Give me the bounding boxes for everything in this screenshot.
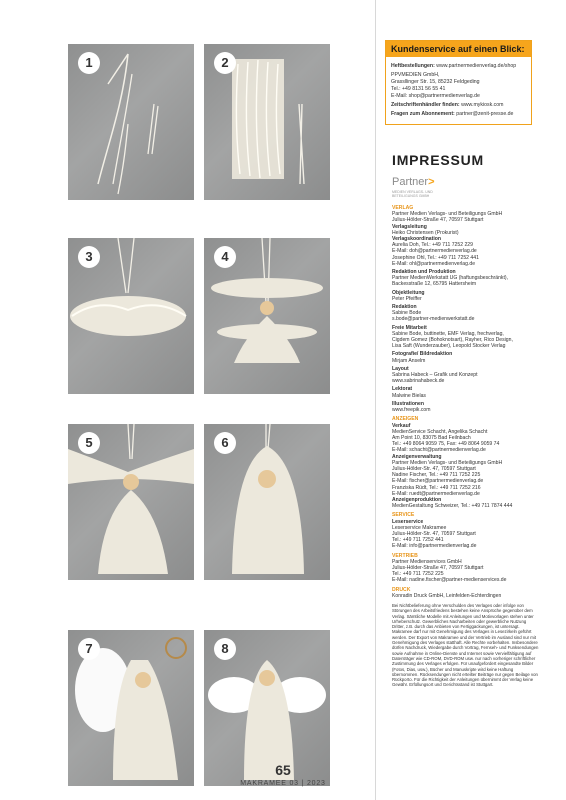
step-number: 7 (78, 638, 100, 660)
text-line: E-Mail: ruedt@partnermedienverlag.de (392, 490, 480, 497)
text-line: E-Mail: schacht@partnermedienverlag.de (392, 447, 486, 454)
text-line: Lisa Saft (Wunderzauber), Leopold Stocker Verlag (392, 343, 506, 350)
text-line: MedienGestaltung Schweizer, Tel.: +49 711 7874 444 (392, 503, 513, 510)
phone-line: Tel.: +49 8131 56 55 41 (391, 86, 446, 92)
subheading: Leserservice (392, 518, 424, 525)
step-number: 4 (214, 246, 236, 268)
text-line: E-Mail: doh@partnermedienverlag.de (392, 248, 477, 255)
text-line: Tel.: +49 711 7252 225 (392, 571, 444, 578)
text-line: Partner MedienWerkstatt UG (haftungsbeschränkt), (392, 275, 508, 282)
subheading: Anzeigenproduktion (392, 496, 442, 503)
step-photo-2 (204, 44, 330, 200)
text-line: www.sabrinahabeck.de (392, 378, 445, 385)
customer-service-box (385, 40, 532, 125)
section-heading: DRUCK (392, 586, 411, 593)
text-line: Peter Pfeiffer (392, 295, 422, 302)
subheading: Verkauf (392, 422, 411, 429)
text-line: E-Mail: fischer@partnermedienverlag.de (392, 478, 484, 485)
text-line: Partner Medien Verlags- und Beteiligungs GmbH (392, 459, 503, 466)
text-line: Franziska Rüdt, Tel.: +49 711 7252 216 (392, 484, 481, 491)
text-line: Julius-Hölder-Straße 47, 70597 Stuttgart (392, 217, 484, 224)
text-line: Julius-Hölder-Str. 47, 70597 Stuttgart (392, 465, 476, 472)
subheading: Verlagskoordination (392, 236, 441, 243)
section-heading: SERVICE (392, 512, 415, 519)
text-line: Sabine Bode (392, 310, 422, 317)
logo-word: Partner (392, 176, 429, 188)
order-address (391, 72, 526, 100)
subheading: Objektleitung (392, 289, 425, 296)
step-number: 1 (78, 52, 100, 74)
customer-service-body (386, 57, 531, 124)
step-photo-4 (204, 238, 330, 394)
subheading: Freie Mitarbeit (392, 324, 427, 331)
impressum-title: IMPRESSUM (392, 152, 484, 168)
order-url[interactable]: www.partnermedienverlag.de/shop (436, 63, 517, 69)
customer-service-title: Kundenservice auf einen Blick: (386, 41, 531, 57)
subheading: Redaktion (392, 304, 417, 311)
section-heading: VERLAG (392, 205, 414, 211)
address-line: Grassllinger Str. 15, 85232 Feldgeding (391, 79, 480, 85)
section-heading: ANZEIGEN (392, 416, 419, 423)
retailer-label: Zeitschriftenhändler finden: (391, 102, 460, 108)
text-line: MedienService Schacht, Angelika Schacht (392, 428, 488, 435)
text-line: Malwine Bielas (392, 392, 426, 399)
step-photo-6 (204, 424, 330, 580)
address-line: PPVMEDIEN GmbH, (391, 72, 440, 78)
text-line: E-Mail: nadine.fischer@partner-medienservices.de (392, 577, 507, 584)
text-line: Tel.: +49 8064 9059 75, Fax: +49 8064 9059 74 (392, 441, 500, 448)
text-line: www.freepik.com (392, 407, 431, 414)
text-line: Josephine Ohl, Tel.: +49 711 7252 441 (392, 254, 479, 261)
text-line: Partner Medienservices GmbH (392, 558, 462, 565)
subheading: Anzeigenverwaltung (392, 453, 442, 460)
subscription-email[interactable]: partner@zenit-presse.de (456, 111, 514, 117)
step-photo-3 (68, 238, 194, 394)
text-line: s.bode@partner-medienwerkstatt.de (392, 316, 475, 323)
subheading: Fotografie/ Bildredaktion (392, 351, 453, 358)
logo-arrow-icon: > (428, 176, 435, 188)
subheading: Redaktion und Produktion (392, 269, 456, 276)
text-line: Mirjam Anselm (392, 357, 426, 364)
step-number: 5 (78, 432, 100, 454)
text-line: Leserservice Makramee (392, 524, 447, 531)
column-divider (375, 0, 376, 800)
text-line: Julius-Hölder-Straße 47, 70597 Stuttgart (392, 564, 484, 571)
text-line: Tel.: +49 711 7252 441 (392, 537, 444, 544)
text-line: Konradin Druck GmbH, Leinfelden-Echterdingen (392, 592, 502, 599)
impressum-body (392, 202, 540, 688)
step-number: 8 (214, 638, 236, 660)
text-line: Am Point 10, 83075 Bad Feilnbach (392, 434, 471, 441)
text-line: Julius-Hölder-Str. 47, 70597 Stuttgart (392, 530, 476, 537)
step-photo-1 (68, 44, 194, 200)
email-line[interactable]: E-Mail: shop@partnermedienverlag.de (391, 93, 480, 99)
subheading: Verlagsleitung (392, 223, 427, 230)
publisher-logo (392, 172, 452, 200)
issue-label: MAKRAMEE 03 | 2023 (240, 780, 326, 787)
text-line: Heiko Christensen (Prokurist) (392, 229, 459, 236)
page-number: 65 (275, 762, 291, 778)
logo-subtitle: MEDIEN VERLAGS- UND BETEILIGUNGS GMBH (392, 190, 433, 198)
text-line: Sabrina Habeck – Grafik und Konzept (392, 372, 478, 379)
step-number: 6 (214, 432, 236, 454)
text-line: Aurelia Doh, Tel.: +49 711 7252 229 (392, 242, 473, 249)
text-line: E-Mail: ohl@partnermedienverlag.de (392, 260, 476, 267)
step-photo-5 (68, 424, 194, 580)
text-line: Partner Medien Verlags- und Beteiligungs GmbH (392, 211, 503, 218)
text-line: Backesstraße 12, 65795 Hattersheim (392, 281, 477, 288)
subheading: Lektorat (392, 386, 413, 393)
order-label: Heftbestellungen: (391, 63, 435, 69)
section-heading: VERTRIEB (392, 552, 418, 559)
text-line: Sabine Bode, buttinette, EMF Verlag, frechverlag, (392, 330, 504, 337)
step-number: 2 (214, 52, 236, 74)
text-line: Cigdem Gomez (Bohoknotsart), Rayher, Rico Design, (392, 337, 513, 344)
text-line: Nadine Fischer, Tel.: +49 711 7252 225 (392, 472, 481, 479)
step-number: 3 (78, 246, 100, 268)
legal-notice: Bei Nichtbelieferung ohne Verschulden des Verlages oder infolge von Störungen des Arbeitsfriedens bestehen keine Ansprüche gegenüber dem Verlag. Sämtliche Modelle mit Anleitungen und Motivvorlagen stehen unter Urheberschutz. Gewerbliches Nacharbeiten oder gewerbliche Nutzung Dritter, z.B. durch das Anbieten von Fertiggackungen, ist untersagt. Makramee darf nur mit Genehmigung des Verlages in Lesezirkeln geführt werden. Der Export von Makramee und der Vertrieb im Ausland sind nur mit Genehmigung des Verlages statthaft. Alle Rechte vorbehalten. Insbesondere dürfen Nachdruck, Wiedergabe durch Vortrag, Fernseh- und Funksendungen sowie Aufnahme in Online-Dienste und Internet sowie Vervielfältigung auf Datenträger wie CD-ROM, DVD-ROM usw. nur nach vorheriger schriftlicher Zustimmung des Verlages erfolgen. Für unaufgefordert eingesandte Bilder (Fotos, Dias, usw.), Bücher und Manuskripte wird keine Haftung übernommen. Rücksendungen nicht erteilter Beiträge nur gegen Beilage von Rückporto. Für die Richtigkeit der Anleitungen übernimmt der Verlag keine Gewähr. Erfüllungsort und Gerichtsstand ist Stuttgart. (392, 602, 539, 688)
subscription-label: Fragen zum Abonnement: (391, 111, 455, 117)
subheading: Layout (392, 365, 409, 372)
text-line: E-Mail: info@partnermedienverlag.de (392, 543, 477, 550)
subheading: Illustrationen (392, 400, 424, 407)
retailer-url[interactable]: www.mykiosk.com (461, 102, 504, 108)
